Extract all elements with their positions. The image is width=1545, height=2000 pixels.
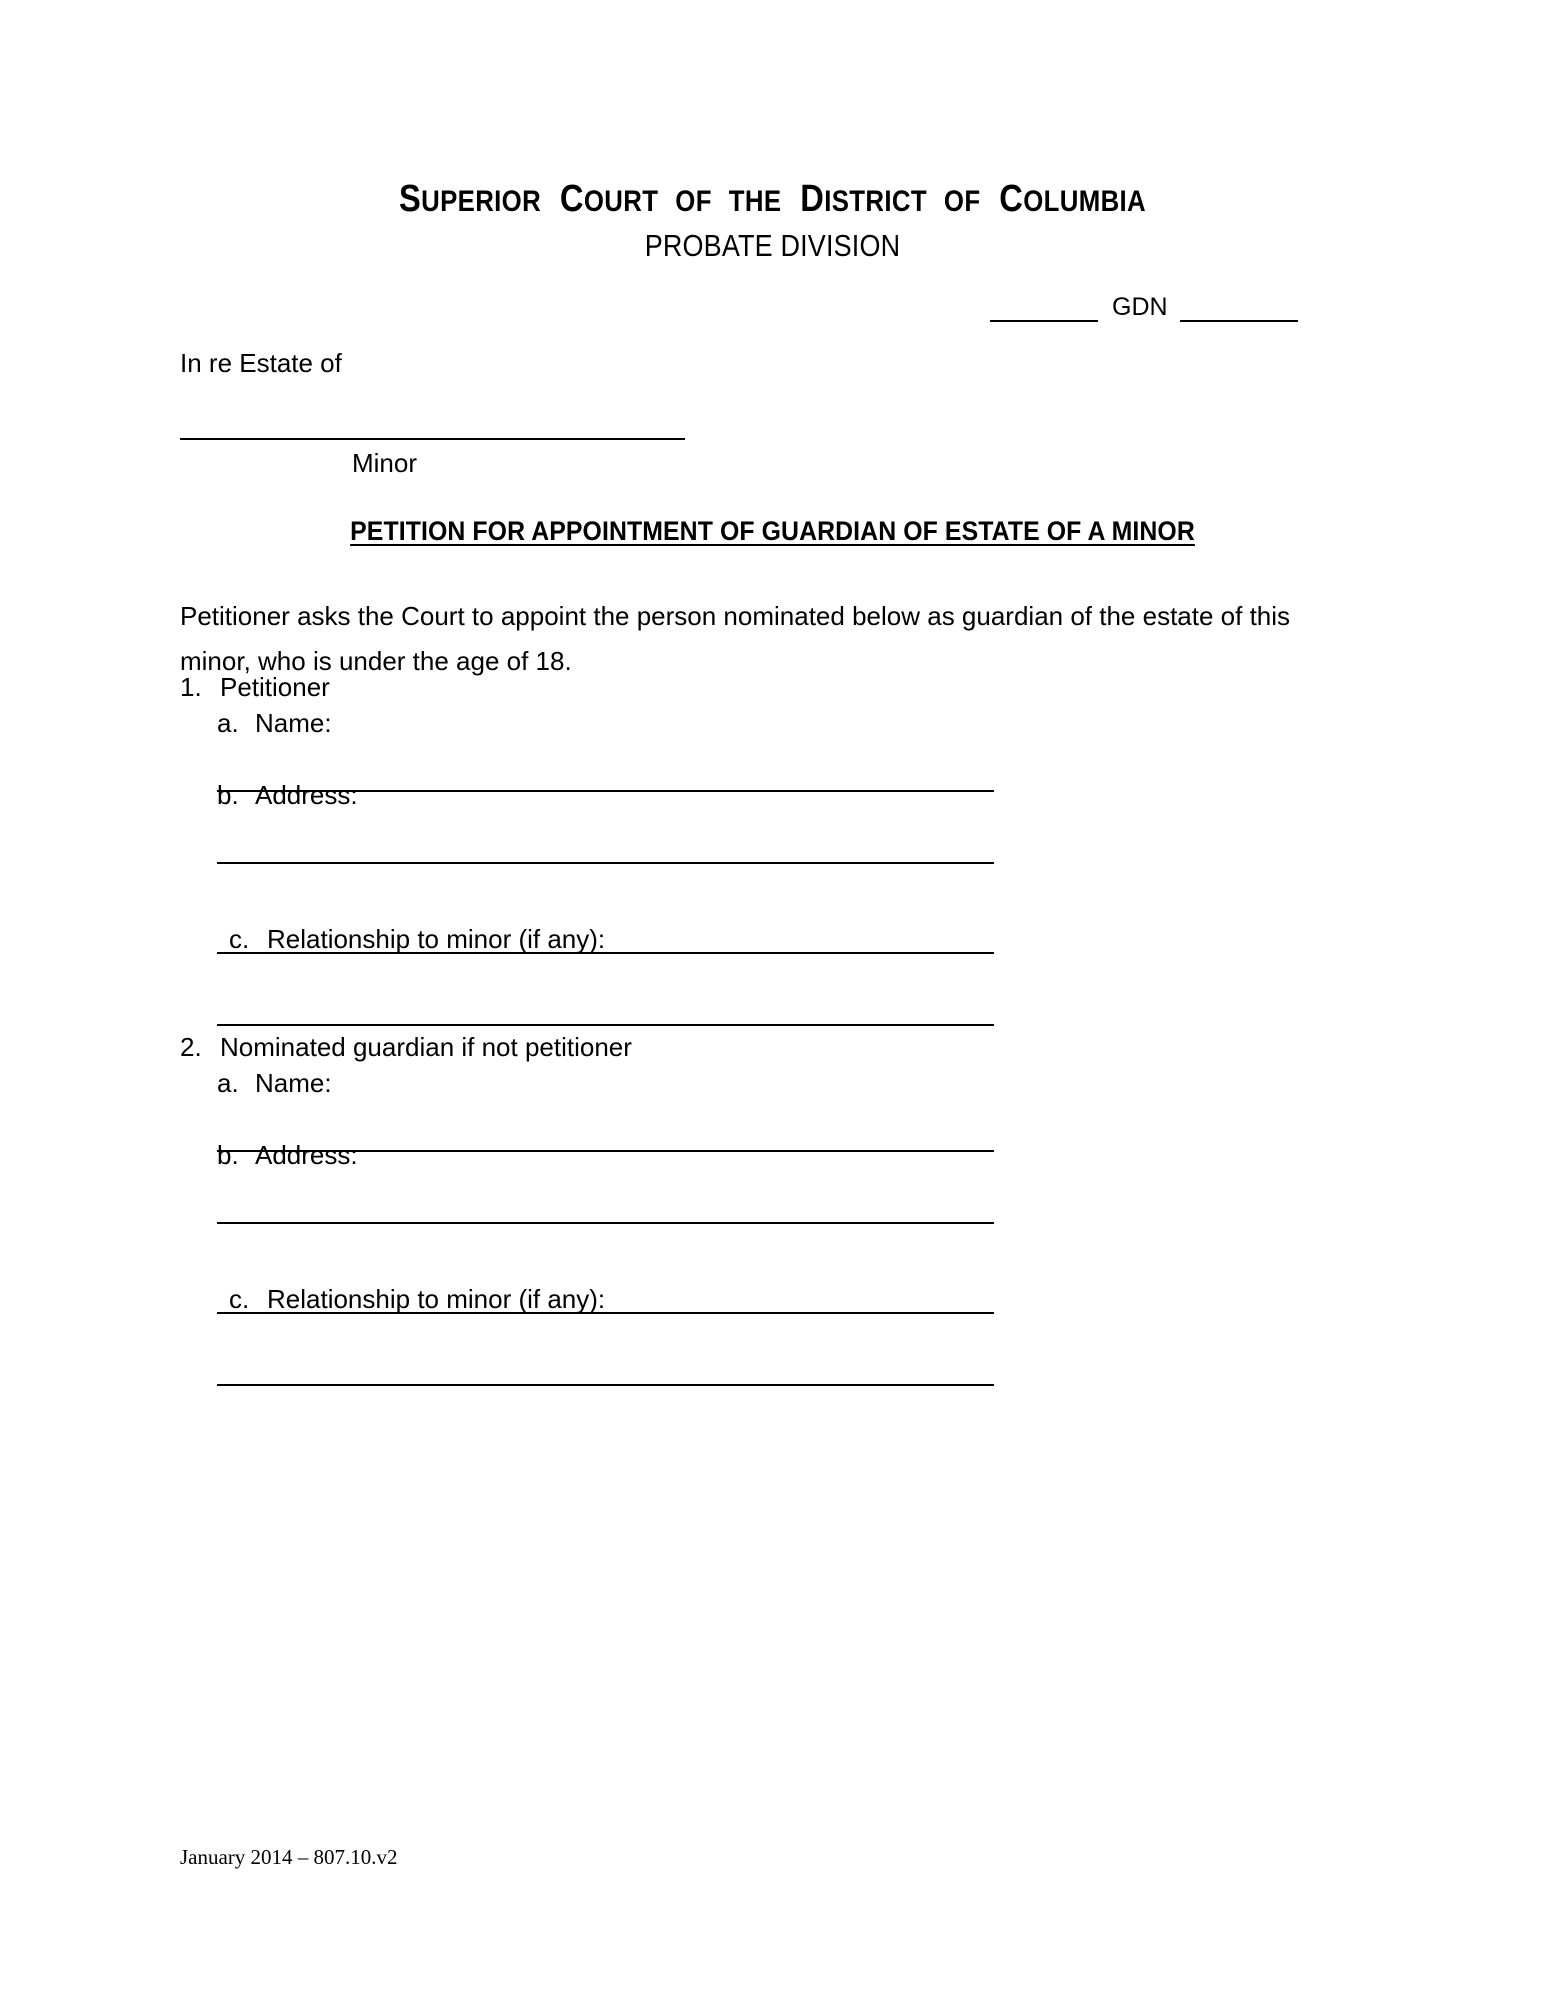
section-1-heading	[180, 672, 330, 703]
section-1-item-a-marker: a.	[217, 708, 239, 738]
section-2-item-c	[229, 1284, 605, 1315]
case-number-prefix-field[interactable]	[990, 298, 1098, 322]
section-1-item-b	[217, 780, 358, 811]
case-number-row	[990, 288, 1340, 322]
section-2-item-b-label: Address:	[255, 1140, 358, 1170]
section-2-item-a-label: Name:	[255, 1068, 332, 1098]
section-1-item-c-label: Relationship to minor (if any):	[267, 924, 606, 954]
section-1-address-field-line-1[interactable]	[217, 862, 994, 864]
section-1-item-a-label: Name:	[255, 708, 332, 738]
in-re-estate-label: In re Estate of	[180, 348, 342, 378]
section-2-item-a	[217, 1068, 332, 1099]
section-2-title: Nominated guardian if not petitioner	[220, 1032, 632, 1062]
case-number-label: GDN	[1112, 293, 1168, 321]
section-2-number: 2.	[180, 1032, 202, 1062]
division-subtitle: PROBATE DIVISION	[644, 228, 901, 263]
section-2-item-c-marker: c.	[229, 1284, 250, 1314]
section-2-item-a-marker: a.	[217, 1068, 239, 1098]
section-1-relationship-field[interactable]	[217, 1024, 994, 1026]
section-1-title: Petitioner	[220, 672, 330, 702]
form-revision-footer: January 2014 – 807.10.v2	[180, 1845, 398, 1869]
intro-paragraph: Petitioner asks the Court to appoint the person nominated below as guardian of the estate of this minor, who is under the age of 18.	[180, 601, 1291, 676]
estate-name-field[interactable]	[180, 438, 685, 440]
section-1-item-b-label: Address:	[255, 780, 358, 810]
section-2-item-b-marker: b.	[217, 1140, 239, 1170]
section-2-relationship-field[interactable]	[217, 1384, 994, 1386]
court-title: SUPERIOR COURT OF THE DISTRICT OF COLUMBIA	[398, 178, 1147, 220]
section-1-item-b-marker: b.	[217, 780, 239, 810]
section-2-address-field-line-1[interactable]	[217, 1222, 994, 1224]
minor-caption-label: Minor	[352, 448, 418, 478]
section-2-item-c-label: Relationship to minor (if any):	[267, 1284, 606, 1314]
case-number-suffix-field[interactable]	[1180, 298, 1298, 322]
section-1-number: 1.	[180, 672, 202, 702]
section-1-item-c-marker: c.	[229, 924, 250, 954]
page-title: PETITION FOR APPOINTMENT OF GUARDIAN OF ESTATE OF A MINOR	[350, 516, 1195, 546]
section-1-item-c	[229, 924, 605, 955]
section-1-item-a	[217, 708, 332, 739]
section-2-item-b	[217, 1140, 358, 1171]
section-2-heading	[180, 1032, 632, 1063]
